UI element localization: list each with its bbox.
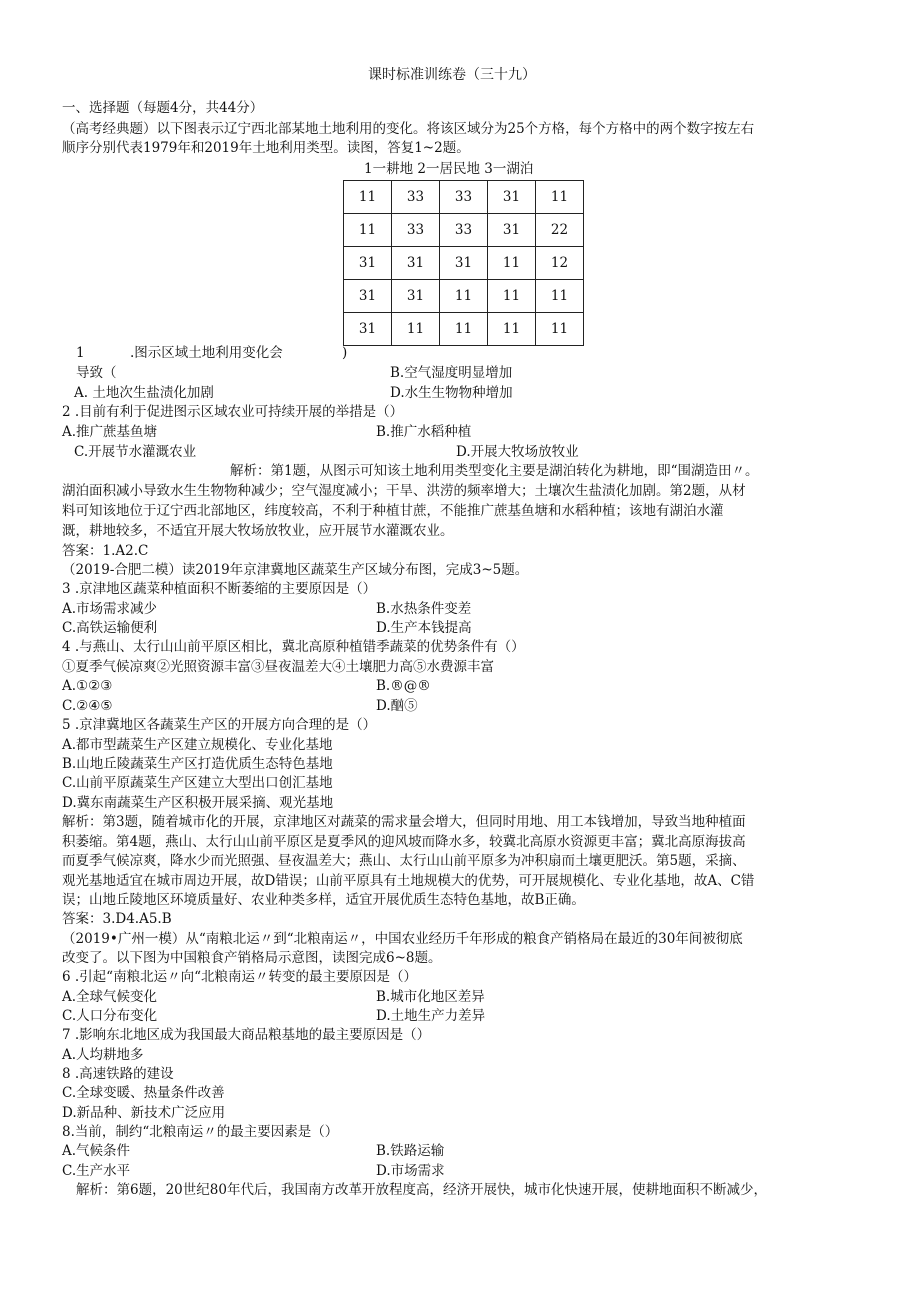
grid-cell: 22 [536,214,584,247]
option-a: A.都市型蔬菜生产区建立规模化、专业化基地 [62,737,333,753]
question-2: 2 .目前有利于促进图示区域农业可持续开展的举措是（） [62,404,404,420]
question-1-stem: .图示区域土地利用变化会 [130,345,283,361]
grid-row [344,247,584,280]
option-b: B.®@® [376,678,431,694]
grid-row [344,313,584,346]
option-c: C.②④⑤ [62,698,113,714]
question-3: 3 .京津地区蔬菜种植面积不断萎缩的主要原因是（） [62,581,377,597]
grid-cell: 31 [488,181,536,214]
option-c: C.生产水平 [62,1163,131,1179]
grid-cell: 33 [392,214,440,247]
grid-cell: 12 [536,247,584,280]
option-d: D.酗⑤ [376,698,418,714]
grid-cell: 33 [392,181,440,214]
option-a: A.市场需求减少 [62,601,158,617]
option-d: D.水生生物物种增加 [390,385,513,401]
question-7: 7 .影响东北地区成为我国最大商品粮基地的最主要原因是（） [62,1027,431,1043]
explanation-line: 解析：第6题，20世纪80年代后，我国南方改革开放程度高，经济开展快，城市化快速开展，使耕地面积不断减少， [76,1182,767,1198]
option-a: A.①②③ [62,678,113,694]
question-1-paren: ) [342,345,348,361]
question-6: 6 .引起“南粮北运〃向“北粮南运〃转变的最主要原因是（） [62,969,417,985]
option-b: B.山地丘陵蔬菜生产区打造优质生态特色基地 [62,756,333,772]
grid-cell: 31 [392,280,440,313]
grid-cell: 11 [440,280,488,313]
map-legend: 1一耕地 2一居民地 3一湖泊 [364,161,534,177]
intro-paragraph-line: （2019-合肥二模）读2019年京津冀地区蔬菜生产区域分布图，完成3~5题。 [62,562,529,578]
grid-cell: 31 [440,247,488,280]
explanation-line: 积萎缩。第4题，燕山、太行山山前平原区是夏季风的迎风坡而降水多，较冀北高原水资源更丰富；冀北高原海拔高 [62,834,746,850]
grid-row [344,214,584,247]
grid-cell: 11 [488,313,536,346]
grid-cell: 11 [536,313,584,346]
explanation-line: 解析：第3题，随着城市化的开展，京津地区对蔬菜的需求量会增大，但同时用地、用工本钱增加，导致当地种植面 [62,814,746,830]
grid-cell: 11 [344,181,392,214]
option-b: B.推广水稻种植 [376,424,472,440]
grid-cell: 31 [344,280,392,313]
grid-cell: 31 [344,313,392,346]
grid-cell: 11 [392,313,440,346]
explanation-line: 观光基地适宜在城市周边开展，故D错误；山前平原具有土地规模大的优势，可开展规模化、专业化基地，故A、C错 [62,873,755,889]
question-4-items: ①夏季气候凉爽②光照资源丰富③昼夜温差大④土壤肥力高⑤水费源丰富 [62,659,494,675]
option-d: D.开展大牧场放牧业 [456,444,579,460]
option-b: B.铁路运输 [376,1143,445,1159]
option-a: A.推广蔗基鱼塘 [62,424,158,440]
page-title: 课时标准训练卷（三十九） [368,67,536,83]
option-a: A.人均耕地多 [62,1047,144,1063]
explanation-line: 解析：第1题，从图示可知该土地利用类型变化主要是湖泊转化为耕地，即“围湖造田〃。 [230,463,759,479]
answer-line: 答案：1.A2.C [62,543,149,559]
option-b: B.水热条件变差 [376,601,472,617]
grid-cell: 31 [344,247,392,280]
option-b: B.空气湿度明显增加 [390,365,513,381]
grid-cell: 11 [536,181,584,214]
explanation-line: 湖泊面积减小导致水生生物物种减少；空气湿度减小；干旱、洪涝的频率增大；土壤次生盐渍化加剧。第2题，从材 [62,483,746,499]
grid-cell: 33 [440,214,488,247]
option-c: C.人口分布变化 [62,1008,158,1024]
land-use-grid [343,180,584,346]
explanation-line: 溉，耕地较多，不适宜开展大牧场放牧业，应开展节水灌溉农业。 [62,523,454,539]
option-a: A.气候条件 [62,1143,131,1159]
intro-paragraph-line: 顺序分别代表1979年和2019年土地利用类型。读图，答复1~2题。 [62,140,470,156]
grid-cell: 11 [440,313,488,346]
option-b: B.城市化地区差异 [376,989,485,1005]
answer-line: 答案：3.D4.A5.B [62,911,172,927]
section-header: 一、选择题（每题4分，共44分） [62,100,264,116]
option-d: D.市场需求 [376,1163,445,1179]
grid-cell: 11 [536,280,584,313]
option-b: 8 .高速铁路的建设 [62,1066,174,1082]
grid-row [344,181,584,214]
grid-cell: 11 [488,280,536,313]
option-c: C.开展节水灌溉农业 [74,444,197,460]
question-1-number: 1 [76,345,85,361]
grid-cell: 11 [344,214,392,247]
option-d: D.新品种、新技术广泛应用 [62,1105,226,1121]
grid-cell: 31 [392,247,440,280]
option-c: C.高铁运输便利 [62,620,158,636]
option-d: D.土地生产力差异 [376,1008,486,1024]
intro-paragraph-line: （高考经典题）以下图表示辽宁西北部某地土地利用的变化。将该区域分为25个方格，每个方格中的两个数字按左右 [62,121,755,137]
option-a: A.全球气候变化 [62,989,158,1005]
explanation-line: 料可知该地位于辽宁西北部地区，纬度较高，不利于种植甘蔗，不能推广蔗基鱼塘和水稻种植；该地有湖泊水灌 [62,503,724,519]
option-c: C.全球变暖、热量条件改善 [62,1085,225,1101]
explanation-line: 误；山地丘陵地区环境质量好、农业种类多样，适宜开展优质生态特色基地，故B正确。 [62,892,585,908]
question-1-stem-cont: 导致（ [76,365,117,381]
grid-cell: 11 [488,247,536,280]
intro-paragraph-line: 改变了。以下图为中国粮食产销格局示意图，读图完成6~8题。 [62,950,442,966]
question-8: 8.当前，制约“北粮南运〃的最主要因素是（） [62,1124,339,1140]
grid-cell: 31 [488,214,536,247]
question-4: 4 .与燕山、太行山山前平原区相比，冀北高原种植错季蔬菜的优势条件有（） [62,639,525,655]
option-a: A. 土地次生盐渍化加剧 [74,385,214,401]
grid-row [344,280,584,313]
grid-cell: 33 [440,181,488,214]
explanation-line: 而夏季气候凉爽，降水少而光照强、昼夜温差大；燕山、太行山山前平原多为冲积扇而土壤更肥沃。第5题，采摘、 [62,853,746,869]
option-d: D.冀东南蔬菜生产区积极开展采摘、观光基地 [62,795,334,811]
question-5: 5 .京津冀地区各蔬菜生产区的开展方向合理的是（） [62,717,377,733]
intro-paragraph-line: （2019•广州一模）从“南粮北运〃到“北粮南运〃，中国农业经历千年形成的粮食产销格局在最近的30年间被彻底 [62,931,743,947]
option-c: C.山前平原蔬菜生产区建立大型出口创汇基地 [62,775,333,791]
option-d: D.生产本钱提高 [376,620,472,636]
